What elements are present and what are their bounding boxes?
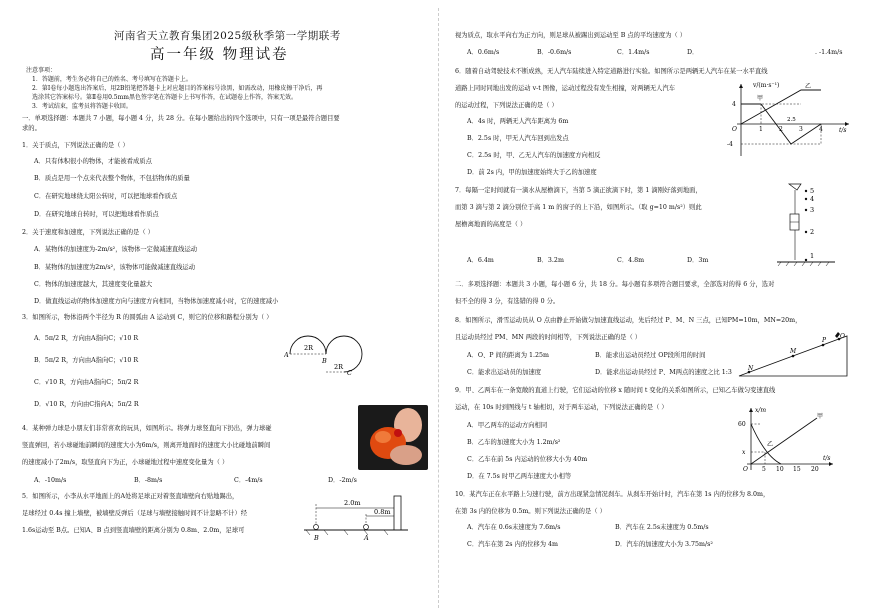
q9-origin: O bbox=[743, 466, 748, 473]
q3-arc-figure bbox=[284, 330, 364, 410]
section2-heading-cont: 但不全的得 3 分，有选错的得 0 分。 bbox=[455, 298, 560, 305]
notice-item: 3．考试结束，监考员将答题卡收回。 bbox=[32, 103, 132, 110]
q3-label-b: B bbox=[322, 357, 327, 365]
q10-option-b: B．汽车在 2.5s末速度为 0.5m/s bbox=[615, 524, 709, 531]
q6-tick-x25: 2.5 bbox=[787, 117, 796, 123]
q4-line: 4．某种弹力球是小朋友们非常喜欢的玩具，如图所示。将弹力球竖直向下扔出，弹力球碰 bbox=[22, 425, 272, 432]
q5-option-a: A．0.6m/s bbox=[467, 49, 500, 56]
q6-tick-x3: 3 bbox=[799, 126, 803, 133]
q10-line: 10．某汽车正在水平路上匀速行驶，前方出现紧急情况刹车。从刹车开始计时，汽车在第 1s 内的位移为 8.0m， bbox=[455, 491, 770, 498]
q5-option-b: B．-0.6m/s bbox=[537, 49, 572, 56]
right-column bbox=[455, 0, 860, 615]
q5-line: 1.6s运动至 B点。已知A、B 点到竖直墙壁的距离分别为 0.8m、2.0m，足球可 bbox=[22, 527, 245, 534]
q6-origin: O bbox=[732, 126, 737, 133]
section2-heading: 二．多项选择题：本题共 3 小题，每小题 6 分，共 18 分。每小题有多项符合题目要求，全部选对的得 6 分，选对 bbox=[455, 281, 775, 288]
q8-label-m: M bbox=[790, 348, 797, 355]
q8-option-a: A．O、P 间的距离为 1.25m bbox=[467, 352, 550, 359]
q7-drop-4: 4 bbox=[810, 195, 815, 203]
page-fold-line bbox=[438, 8, 439, 608]
q5-line: 5．如图所示，小李从水平地面上的A处将足球正对着竖直墙壁向右贴地踢出， bbox=[22, 493, 239, 500]
q8-label-n: N bbox=[748, 365, 754, 372]
notice-item: 选涂其它答案标号。第Ⅱ卷用0.5mm黑色签字笔在答题卡上书写作答，在试题卷上作答，答案无效。 bbox=[32, 94, 298, 101]
q9-option-b: B．乙车的加速度大小为 1.2m/s² bbox=[467, 439, 561, 446]
q6-line: 6．随着自动驾驶技术不断成熟，无人汽车陆续进入特定道路进行实验。如图所示是两辆无人汽车在某一水平直线 bbox=[455, 68, 768, 75]
q3-option-c: C．√10 R，方向由A指向C；5π/2 R bbox=[34, 379, 139, 386]
q2-option-c: C．物体的加速度越大，其速度变化量越大 bbox=[34, 281, 153, 288]
q9-tick-x: x bbox=[742, 449, 746, 456]
q8-option-d: D．能求出运动员经过 P、M两点的速度之比 1:3 bbox=[595, 369, 732, 376]
q9-tick-20: 20 bbox=[811, 466, 819, 473]
q9-tick-15: 15 bbox=[793, 466, 801, 473]
q6-option-a: A．4s 时，两辆无人汽车距离为 6m bbox=[467, 118, 569, 125]
q1-stem: 1．关于质点，下列说法正确的是（ ） bbox=[22, 142, 129, 149]
q7-line: 屋檐离地面的高度是（ ） bbox=[455, 221, 527, 228]
q2-option-b: B．某物体的加速度为2m/s²，该物体可能做减速直线运动 bbox=[34, 264, 196, 271]
q9-tick-10: 10 bbox=[776, 466, 784, 473]
q10-option-d: D．汽车的加速度大小为 3.75m/s² bbox=[615, 541, 713, 548]
q8-slope-figure bbox=[735, 330, 853, 380]
q8-line: 且运动员经过 PM、MN 两段的时间相等，下列说法正确的是（ ） bbox=[455, 334, 642, 341]
q6-vt-graph bbox=[727, 80, 855, 158]
q6-tick-x2: 2 bbox=[779, 126, 783, 133]
q6-tick-4: 4 bbox=[732, 101, 736, 108]
q4-option-b: B．-8m/s bbox=[134, 477, 163, 484]
q9-line: 9．甲、乙两车在一条宽敞的直道上行驶，它们运动的位移 x 随时间 t 变化的关系如图所示，已知乙车做匀变速直线 bbox=[455, 387, 776, 394]
q3-label-2r-top: 2R bbox=[304, 344, 314, 352]
q9-tick-5: 5 bbox=[762, 466, 766, 473]
q5-option-d: D． bbox=[687, 49, 699, 56]
section1-heading-cont: 求的。 bbox=[22, 125, 41, 132]
exam-subtitle: 高一年级 物理试卷 bbox=[150, 47, 289, 63]
q3-option-d: D．√10 R，方向由C指向A；5π/2 R bbox=[34, 401, 139, 408]
q4-option-d: D．-2m/s bbox=[328, 477, 357, 484]
q7-line: 7．每隔一定时间就有一滴水从屋檐滴下，当第 5 滴正欲滴下时，第 1 滴刚好落到地面， bbox=[455, 187, 702, 194]
q9-axis-y-label: x/m bbox=[755, 407, 767, 414]
q9-series-yi: 乙 bbox=[767, 441, 774, 448]
q6-line: 的运动过程，下列说法正确的是（ ） bbox=[455, 102, 558, 109]
q9-option-a: A．甲乙两车的运动方向相同 bbox=[467, 422, 548, 429]
q5-line: 足球经过 0.4s 撞上墙壁，被墙壁反弹后（足球与墙壁接触时间不计忽略不计）经 bbox=[22, 510, 248, 517]
q1-option-d: D．在研究地球自转时，可以把地球看作质点 bbox=[34, 211, 159, 218]
q10-option-c: C．汽车在第 2s 内的位移为 4m bbox=[467, 541, 559, 548]
q3-option-a: A．5π/2 R，方向由A指向C；√10 R bbox=[34, 335, 139, 342]
q9-tick-60: 60 bbox=[738, 421, 746, 428]
q7-option-c: C．4.8m bbox=[617, 257, 645, 264]
q5-label-2m: 2.0m bbox=[344, 499, 361, 507]
q6-option-b: B．2.5s 时，甲无人汽车回到出发点 bbox=[467, 135, 569, 142]
q5-label-a: A bbox=[364, 534, 369, 542]
q9-series-jia: 甲 bbox=[817, 413, 824, 420]
q10-option-a: A．汽车在 0.6s末速度为 7.6m/s bbox=[467, 524, 561, 531]
q3-label-c: C bbox=[347, 369, 352, 377]
q7-drop-3: 3 bbox=[810, 206, 815, 214]
q4-option-a: A．-10m/s bbox=[34, 477, 67, 484]
q4-line: 竖直弹回，若小球碰地前瞬间的速度大小为6m/s，则离开地面时的速度大小比碰地前瞬间 bbox=[22, 442, 271, 449]
q8-label-o: O bbox=[840, 333, 845, 340]
q3-option-b: B．5π/2 R，方向由A指向C；√10 R bbox=[34, 357, 139, 364]
q9-option-c: C．乙车在前 5s 内运动的位移大小为 40m bbox=[467, 456, 588, 463]
q4-line: 的速度减小了2m/s，取竖直向下为正，小球碰地过程中速度变化量为（ ） bbox=[22, 459, 229, 466]
q3-label-2r-bottom: 2R bbox=[334, 363, 344, 371]
q6-axis-y-label: v/(m·s⁻¹) bbox=[753, 82, 780, 89]
notice-item: 2．第Ⅰ卷每小题选出答案后，用2B铅笔把答题卡上对应题目的答案标号涂黑，如需改动，用橡皮擦干净后，再 bbox=[32, 85, 323, 92]
notice-item: 1．答题前，考生务必将自己的姓名、考号填写在答题卡上。 bbox=[32, 76, 192, 83]
q8-option-b: B．能求出运动员经过 OP段所用的时间 bbox=[595, 352, 706, 359]
q5-label-08m: 0.8m bbox=[374, 508, 391, 516]
q7-option-d: D．3m bbox=[687, 257, 709, 264]
q6-line: 道路上同时同地出发的运动 v-t 图像，运动过程没有发生相撞，对两辆无人汽车 bbox=[455, 85, 676, 92]
q7-eave-figure bbox=[775, 178, 845, 270]
left-column bbox=[22, 0, 432, 615]
q9-option-d: D．在 7.5s 时甲乙两车速度大小相等 bbox=[467, 473, 572, 480]
q7-drop-2: 2 bbox=[810, 228, 815, 236]
q6-series-yi: 乙 bbox=[805, 83, 812, 90]
q5-option-c: C．1.4m/s bbox=[617, 49, 650, 56]
q7-drop-5: 5 bbox=[810, 187, 815, 195]
q5-cont-line: 视为质点，取水平向右为正方向，则足球从被踢出到运动至 B 点的平均速度为（ ） bbox=[455, 32, 687, 39]
q6-option-d: D．前 2s 内，甲的加速度始终大于乙的加速度 bbox=[467, 169, 597, 176]
q9-line: 运动，在 10s 时到图线与 t 轴相切，对于两车运动，下列说法正确的是（ ） bbox=[455, 404, 668, 411]
q7-option-a: A．6.4m bbox=[467, 257, 494, 264]
q6-tick-x4: 4 bbox=[819, 126, 823, 133]
q10-line: 在第 3s 内的位移为 0.5m。则下列说法正确的是（ ） bbox=[455, 508, 606, 515]
q6-tick-neg4: -4 bbox=[727, 141, 733, 148]
q9-xt-graph bbox=[737, 404, 837, 474]
q6-option-c: C．2.5s 时，甲、乙无人汽车的加速度方向相反 bbox=[467, 152, 601, 159]
bouncy-ball-photo bbox=[358, 405, 428, 470]
q8-label-p: P bbox=[822, 337, 827, 344]
q6-axis-x-label: t/s bbox=[839, 127, 847, 134]
q8-line: 8．如图所示，滑雪运动员从 O 点由静止开始做匀加速直线运动，先后经过 P、M、N 三点，已知PM=10m，MN=20m， bbox=[455, 317, 802, 324]
q5-label-b: B bbox=[314, 534, 319, 542]
q6-tick-x1: 1 bbox=[759, 126, 763, 133]
q1-option-a: A．只有体积很小的物体，才能被看成质点 bbox=[34, 158, 152, 165]
section1-heading: 一．单项选择题：本题共 7 小题，每小题 4 分，共 28 分。在每小题给出的四个选项中，只有一项是最符合题目要 bbox=[22, 115, 340, 122]
q7-line: 而第 3 滴与第 2 滴分别位于高 1 m 的窗子的上下沿，如图所示。（取 g=10 m/s²）则此 bbox=[455, 204, 702, 211]
q7-option-b: B．3.2m bbox=[537, 257, 564, 264]
q3-label-a: A bbox=[284, 351, 289, 359]
q7-drop-1: 1 bbox=[810, 252, 815, 260]
notice-heading: 注意事项： bbox=[26, 67, 57, 74]
q3-stem: 3．如图所示，物体沿两个半径为 R 的圆弧由 A 运动到 C，则它的位移和路程分别为（ ） bbox=[22, 314, 273, 321]
q2-option-a: A．某物体的加速度为-2m/s²，该物体一定做减速直线运动 bbox=[34, 246, 198, 253]
q4-option-c: C．-4m/s bbox=[234, 477, 263, 484]
q2-option-d: D．做直线运动的物体加速度方向与速度方向相同，当物体加速度减小时，它的速度减小 bbox=[34, 298, 279, 305]
q6-series-jia: 甲 bbox=[757, 95, 764, 102]
q1-option-b: B．质点是用一个点来代表整个物体，不包括物体的质量 bbox=[34, 175, 190, 182]
exam-title: 河南省天立教育集团2025级秋季第一学期联考 bbox=[114, 30, 341, 42]
q1-option-c: C．在研究地球绕太阳公转时，可以把地球看作质点 bbox=[34, 193, 178, 200]
q2-stem: 2．关于速度和加速度，下列说法正确的是（ ） bbox=[22, 229, 154, 236]
q9-axis-x-label: t/s bbox=[823, 455, 831, 462]
q8-option-c: C．能求出运动员的加速度 bbox=[467, 369, 542, 376]
q5-option-d-value: . -1.4m/s bbox=[815, 49, 843, 56]
q5-wall-figure bbox=[304, 494, 414, 542]
